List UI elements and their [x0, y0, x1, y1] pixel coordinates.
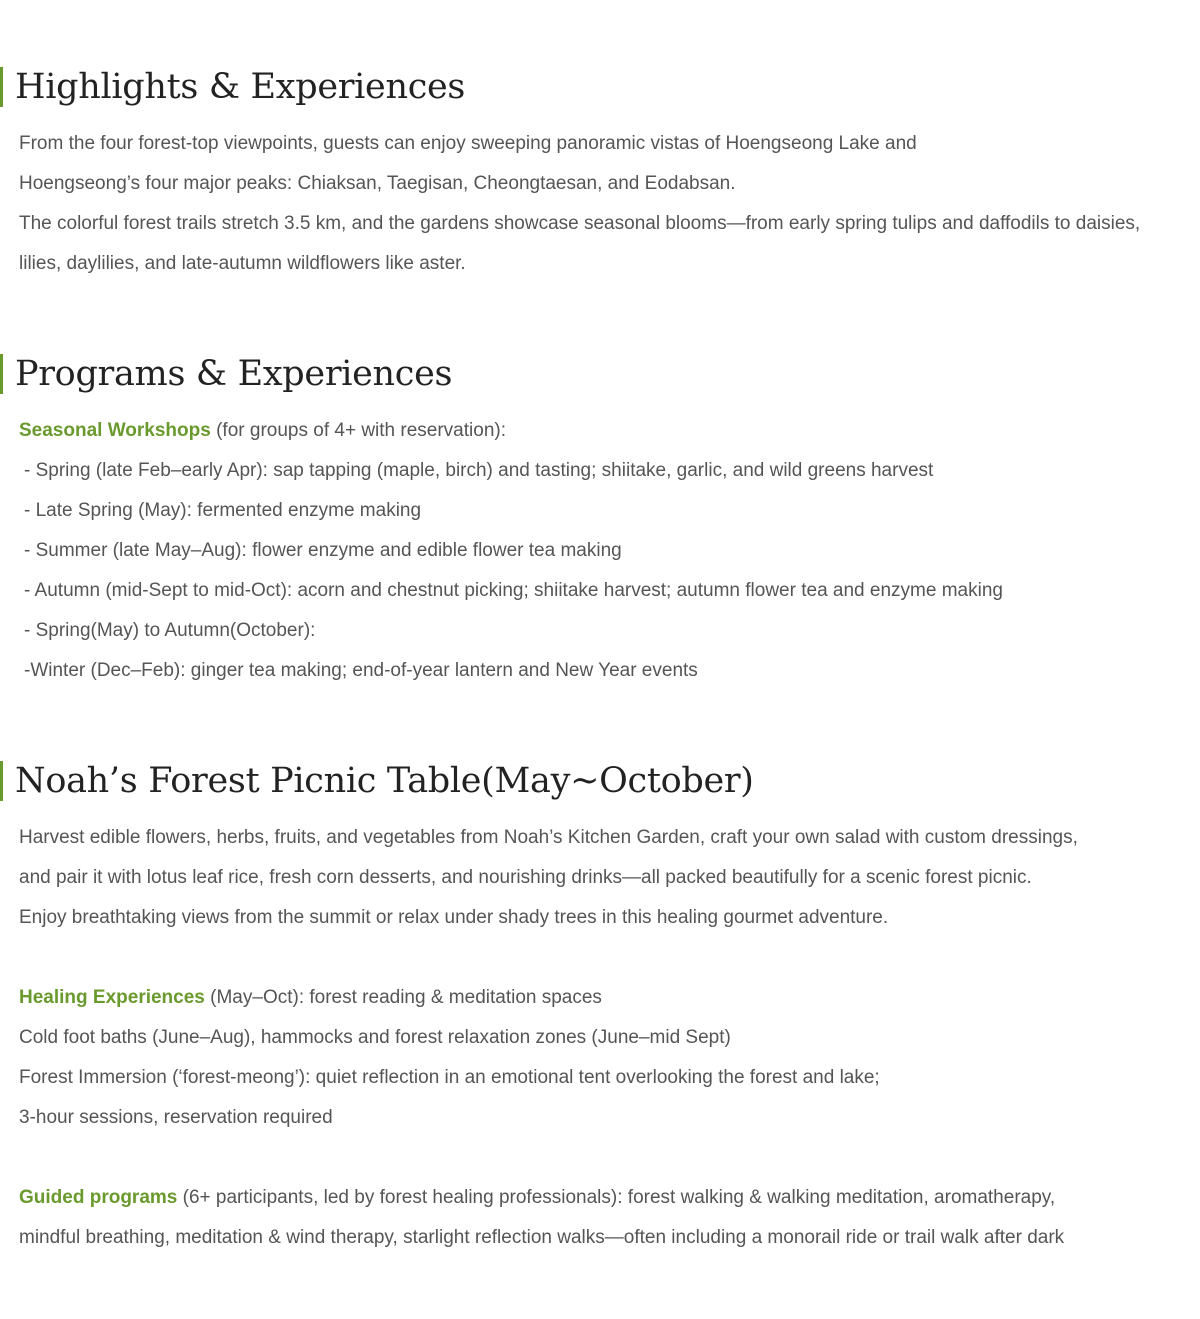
workshop-item: - Summer (late May–Aug): flower enzyme and edible flower tea making — [24, 540, 622, 561]
healing-line: Cold foot baths (June–Aug), hammocks and forest relaxation zones (June–mid Sept) — [19, 1027, 731, 1048]
picnic-section — [0, 761, 1200, 1258]
workshop-item: - Autumn (mid-Sept to mid-Oct): acorn and chestnut picking; shiitake harvest; autumn flower tea and enzyme making — [24, 580, 1003, 601]
workshop-item: -Winter (Dec–Feb): ginger tea making; end-of-year lantern and New Year events — [24, 660, 698, 681]
highlights-line: Hoengseong’s four major peaks: Chiaksan, Taegisan, Cheongtaesan, and Eodabsan. — [19, 173, 736, 194]
workshops-intro — [19, 411, 1200, 451]
healing-note: (May–Oct): forest reading & meditation spaces — [204, 987, 602, 1008]
healing-line: Forest Immersion (‘forest-meong’): quiet reflection in an emotional tent overlooking the forest and lake; — [19, 1067, 880, 1088]
guided-line: mindful breathing, meditation & wind therapy, starlight reflection walks—often including a monorail ride or trail walk after dark — [19, 1227, 1065, 1248]
programs-section — [0, 354, 1200, 691]
picnic-line: Enjoy breathtaking views from the summit or relax under shady trees in this healing gourmet adventure. — [19, 907, 889, 928]
highlights-line: lilies, daylilies, and late-autumn wildflowers like aster. — [19, 253, 466, 274]
programs-body — [0, 411, 1200, 691]
workshops-label: Seasonal Workshops — [19, 420, 211, 441]
picnic-line: Harvest edible flowers, herbs, fruits, and vegetables from Noah’s Kitchen Garden, craft your own salad with custom dressings, — [19, 827, 1078, 848]
highlights-line: The colorful forest trails stretch 3.5 km, and the gardens showcase seasonal blooms—from early spring tulips and daffodils to daisies, — [19, 213, 1141, 234]
picnic-line: and pair it with lotus leaf rice, fresh corn desserts, and nourishing drinks—all packed beautifully for a scenic forest picnic. — [19, 867, 1032, 888]
workshop-item: - Spring(May) to Autumn(October): — [24, 620, 316, 641]
highlights-section — [0, 67, 1200, 284]
guided-label: Guided programs — [19, 1187, 178, 1208]
highlights-body — [0, 124, 1200, 284]
healing-intro — [19, 978, 1200, 1018]
highlights-heading: Highlights & Experiences — [0, 67, 1200, 107]
workshops-note: (for groups of 4+ with reservation): — [210, 420, 506, 441]
workshop-item: - Spring (late Feb–early Apr): sap tapping (maple, birch) and tasting; shiitake, garlic, and wild greens harvest — [24, 460, 934, 481]
picnic-body — [0, 818, 1200, 1258]
guided-note: (6+ participants, led by forest healing professionals): forest walking & walking meditation, aromatherapy, — [177, 1187, 1056, 1208]
programs-heading: Programs & Experiences — [0, 354, 1200, 394]
highlights-line: From the four forest-top viewpoints, guests can enjoy sweeping panoramic vistas of Hoengseong Lake and — [19, 133, 917, 154]
healing-line: 3-hour sessions, reservation required — [19, 1107, 333, 1128]
workshop-item: - Late Spring (May): fermented enzyme making — [24, 500, 422, 521]
guided-intro — [19, 1178, 1200, 1218]
healing-label: Healing Experiences — [19, 987, 205, 1008]
picnic-heading: Noah’s Forest Picnic Table(May~October) — [0, 761, 1200, 801]
spacer — [19, 938, 1200, 978]
spacer — [19, 1138, 1200, 1178]
